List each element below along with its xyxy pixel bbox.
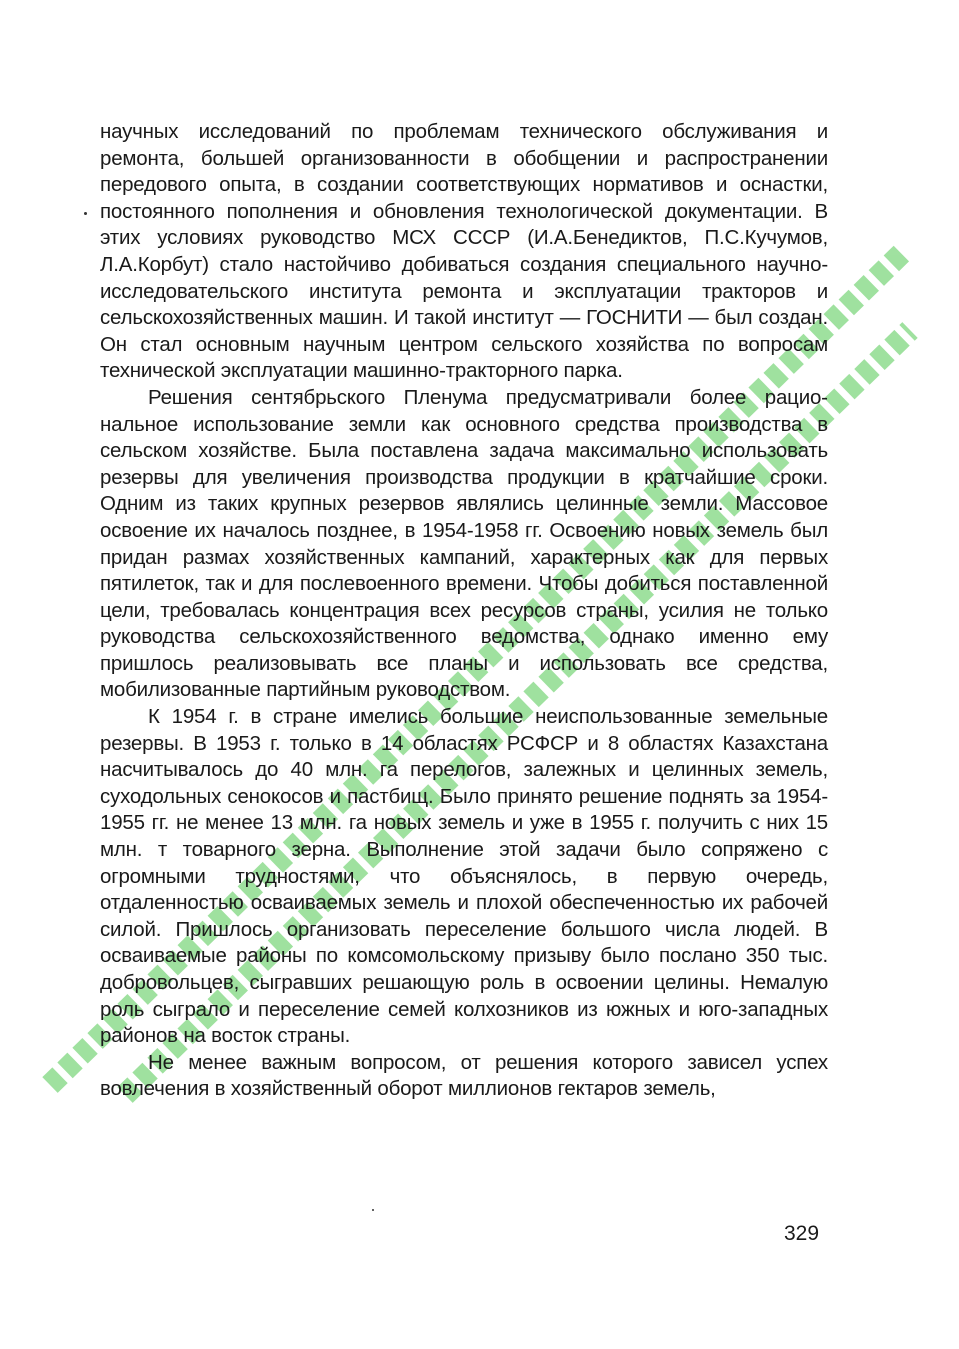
paragraph-1: научных исследований по проблемам технического обслуживания и ремонта, большей организованности в обобщении и распространении передового опыта, в создании соответствующих нормативов и оснастки, постоянного пополнения и обновления технологической документации. В этих условиях руководство МСХ СССР (И.А.Бенедиктов, П.С.Кучумов, Л.А.Корбут) стало настойчиво добиваться создания специального научно-исследовательского института ремонта и эксплуатации тракторов и сельскохозяйственных машин. И такой институт — ГОСНИТИ — был создан. Он стал основным научным центром сельского хозяйства по вопросам технической эксплуатации машинно-тракторного парка. xyxy=(100,120,828,383)
scan-speck xyxy=(372,1209,374,1211)
paragraph-2: Решения сентябрьского Пленума предусматривали более рациональное использование земли как основного средства производства в сельском хозяйстве. Была поставлена задача максимально использовать резервы для увеличения производства продукции в кратчайшие сроки. Одним из таких крупных резервов являлись целинные земли. Массовое освоение их началось позднее, в 1954-1958 гг. Освоению новых земель был придан размах хозяйственных кампаний, характерных как для первых пятилеток, так и для послевоенного времени. Чтобы добиться поставленной цели, требовалась концентрация всех ресурсов страны, усилия не только руководства сельскохозяйственного ведомства, однако именно ему пришлось реализовывать все планы и использовать все средства, мобилизованные партийным руководством. xyxy=(100,385,828,702)
body-text xyxy=(100,119,828,1103)
scan-speck xyxy=(84,212,87,215)
paragraph-3: К 1954 г. в стране имелись большие неиспользованные земельные резервы. В 1953 г. только в 14 областях РСФСР и 8 областях Казахстана насчитывалось до 40 млн. га перелогов, залежных и целинных земель, суходольных сенокосов и пастбищ. Было принято решение поднять за 1954-1955 гг. не менее 13 млн. га новых земель и уже в 1955 г. получить с них 15 млн. т товарного зерна. Выполнение этой задачи было сопряжено с огромными трудностями, что объяснялось, в первую очередь, отдаленностью осваиваемых земель и плохой обеспеченностью их рабочей силой. Пришлось организовать переселение большого числа людей. В осваиваемые районы по комсомольскому призыву было послано 350 тыс. добровольцев, сыгравших решающую роль в освоении целины. Немалую роль сыграло и переселение семей колхозников из южных и юго-западных районов на восток страны. xyxy=(100,705,828,1048)
page-number: 329 xyxy=(784,1222,820,1245)
paragraph-4: Не менее важным вопросом, от решения которого зависел успех вовлечения в хозяйственный оборот миллионов гектаров земель, xyxy=(100,1050,828,1101)
